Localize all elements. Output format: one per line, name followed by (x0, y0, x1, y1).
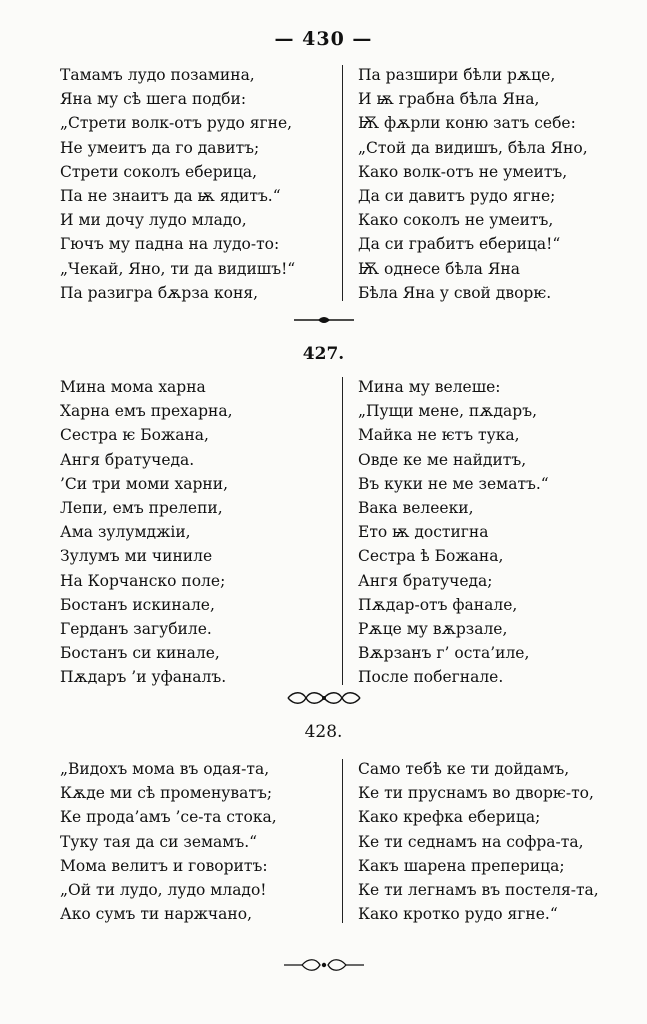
verse-line: Бостанъ си кинале, (60, 644, 220, 663)
verse-line: ’Си три моми харни, (60, 474, 228, 493)
verse-line: Вака велееки, (358, 499, 474, 518)
verse-line: Кѫде ми сѣ променуватъ; (60, 784, 273, 803)
verse-line: „Стой да видишъ, бѣла Яно, (358, 138, 588, 157)
verse-line: Харна емъ прехарна, (60, 402, 233, 421)
poem-number-427: 427. (302, 344, 345, 364)
verse-line: На Корчанско поле; (60, 571, 226, 590)
poem-428-right-column (358, 757, 599, 926)
verse-line: Въ куки не ме зематъ.“ (358, 474, 549, 493)
poem-428-left-column (60, 757, 277, 926)
verse-line: Како волк-отъ не умеитъ, (358, 162, 568, 181)
verse-line: Па разигра бѫрза коня, (60, 283, 259, 302)
verse-line: Како соколъ не умеитъ, (358, 211, 554, 230)
verse-line: Стрети соколъ еберица, (60, 162, 258, 181)
verse-line: Ѭ фѫрли коню затъ себе: (358, 114, 576, 133)
verse-line: Ангя братучеда. (60, 450, 195, 469)
verse-line: „Чекай, Яно, ти да видишъ!“ (60, 259, 296, 278)
ornament-divider-scroll (0, 690, 647, 704)
poem-number-428: 428. (304, 722, 343, 742)
poem-427-right-column (358, 375, 549, 690)
verse-line: Да си давитъ рудо ягне; (358, 187, 556, 206)
verse-line: „Пущи мене, пѫдаръ, (358, 402, 538, 421)
verse-line: И ѭ грабна бѣла Яна, (358, 90, 540, 109)
verse-line: „Видохъ мома въ одая-та, (60, 760, 270, 778)
verse-line: Рѫце му вѫрзале, (358, 620, 508, 639)
verse-line: Па не знаитъ да ѭ ядитъ.“ (60, 187, 281, 206)
verse-line: Вѫрзанъ г’ оста’иле, (358, 644, 530, 663)
verse-line: Сестра ѥ Божана, (60, 426, 209, 445)
verse-line: Ако сумъ ти наржчано, (60, 905, 252, 924)
verse-line: „Стрети волк-отъ рудо ягне, (60, 114, 293, 133)
verse-line: Гючъ му падна на лудо-то: (60, 235, 280, 254)
poem-top-left-column (60, 63, 295, 305)
verse-line: Герданъ загубиле. (60, 620, 212, 639)
verse-line: Ке ти седнамъ на софра-та, (358, 832, 584, 851)
column-divider (342, 65, 343, 301)
column-divider (342, 759, 343, 923)
verse-line: Па разшири бѣли рѫце, (358, 66, 556, 84)
verse-line: Лепи, емъ прелепи, (60, 499, 223, 518)
ornament-divider-small (0, 311, 647, 325)
verse-line: Овде ке ме найдитъ, (358, 450, 527, 469)
column-divider (342, 377, 343, 685)
verse-line: Бѣла Яна у свой дворѥ. (358, 283, 552, 302)
verse-line: Ке ти пруснамъ во дворѥ-то, (358, 784, 594, 803)
verse-line: Пѫдаръ ’и уфаналъ. (60, 668, 227, 687)
verse-line: Сестра ѣ Божана, (358, 547, 504, 566)
verse-line: Тамамъ лудо позамина, (60, 66, 255, 84)
page-number-header: — 430 — (274, 28, 373, 50)
verse-line: Майка не ѥтъ тука, (358, 426, 520, 445)
verse-line: Какъ шарена преперица; (358, 856, 565, 875)
verse-line: Ангя братучеда; (358, 571, 493, 590)
verse-line: Како кротко рудо ягне.“ (358, 905, 558, 924)
poem-427-left-column (60, 375, 233, 690)
verse-line: После побегнале. (358, 668, 504, 687)
verse-line: Пѫдар-отъ фанале, (358, 595, 518, 614)
verse-line: Яна му сѣ шега подби: (60, 90, 247, 109)
verse-line: Не умеитъ да го давитъ; (60, 138, 260, 157)
verse-line: И ми дочу лудо младо, (60, 211, 247, 230)
verse-line: Ке ти легнамъ въ постеля-та, (358, 881, 599, 900)
verse-line: Ѭ однесе бѣла Яна (358, 259, 520, 278)
verse-line: Ке прода’амъ ’се-та стока, (60, 808, 277, 827)
verse-line: Мина му велеше: (358, 378, 501, 396)
verse-line: Како крефка еберица; (358, 808, 541, 827)
ornament-divider-end (0, 957, 647, 971)
verse-line: Само тебѣ ке ти дойдамъ, (358, 760, 570, 778)
verse-line: „Ой ти лудо, лудо младо! (60, 881, 267, 900)
verse-line: Да си грабитъ еберица!“ (358, 235, 561, 254)
verse-line: Бостанъ искинале, (60, 595, 215, 614)
verse-line: Туку тая да си земамъ.“ (60, 832, 258, 851)
verse-line: Мома велитъ и говоритъ: (60, 856, 268, 875)
verse-line: Ето ѭ достигна (358, 523, 489, 542)
verse-line: Ама зулумджіи, (60, 523, 191, 542)
poem-top-right-column (358, 63, 588, 305)
verse-line: Зулумъ ми чиниле (60, 547, 213, 566)
verse-line: Мина мома харна (60, 378, 206, 396)
